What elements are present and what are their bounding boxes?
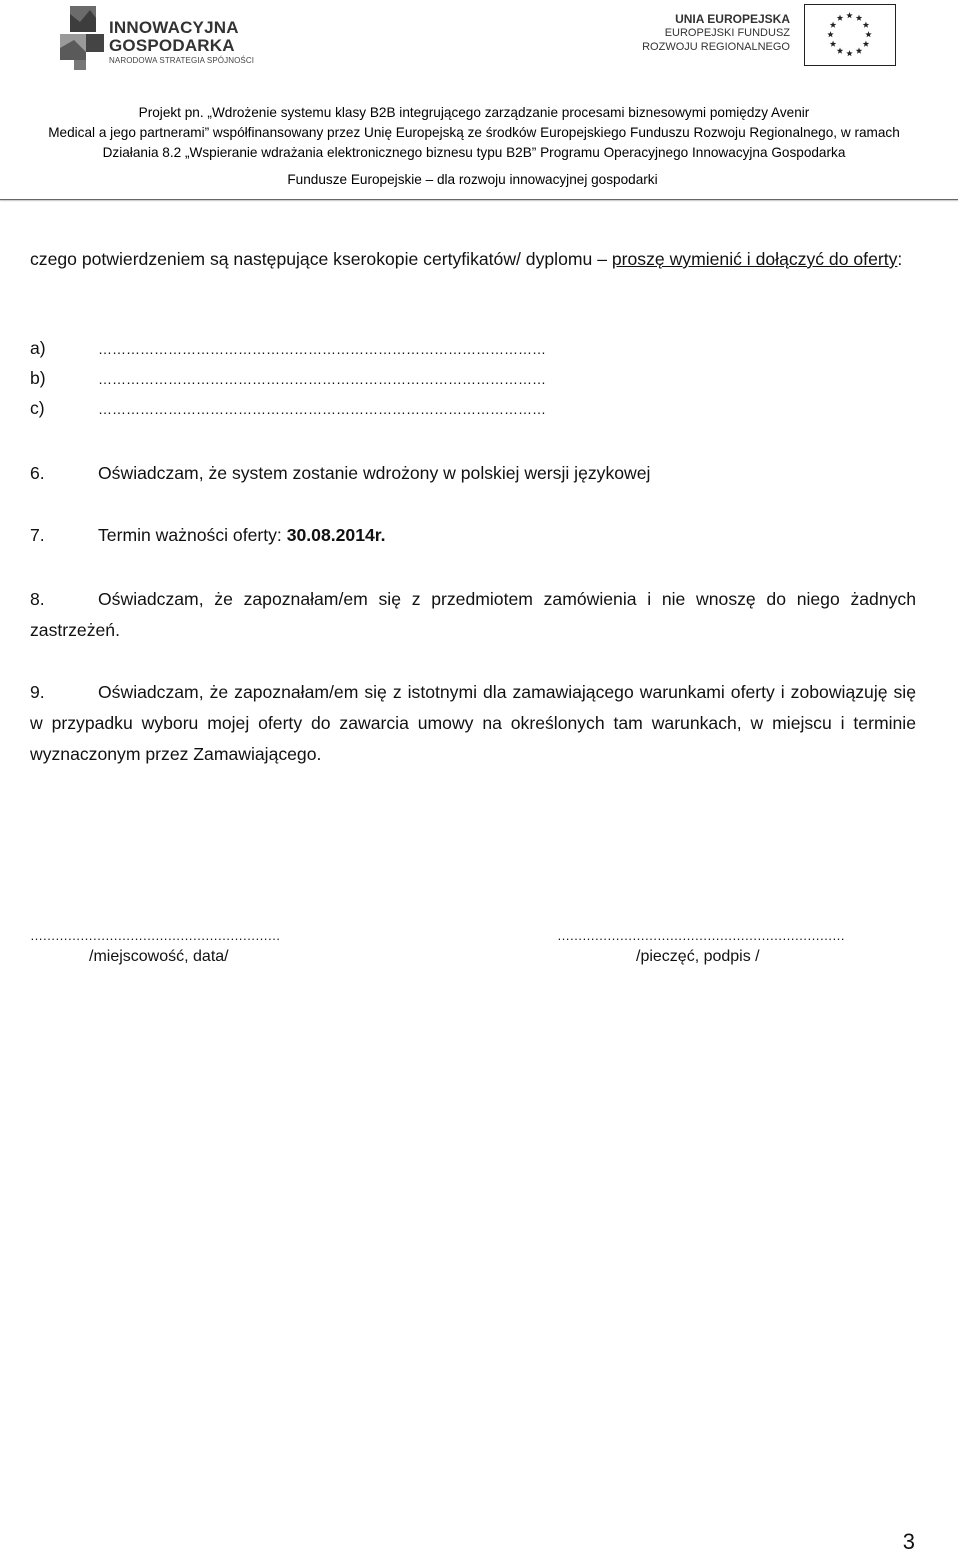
list-item bbox=[30, 368, 546, 389]
statement-9-number: 9. bbox=[30, 682, 45, 702]
place-date-label: /miejscowość, data/ bbox=[89, 948, 229, 965]
certificates-colon: : bbox=[897, 249, 903, 269]
eu-star-icon bbox=[830, 41, 836, 47]
innowacyjna-gospodarka-logo bbox=[56, 4, 266, 70]
statement-8-text: Oświadczam, że zapoznałam/em się z przedmiotem zamówienia i nie wnoszę do niego żadnych zastrzeżeń. bbox=[30, 589, 916, 640]
logo-line-unia-europejska: UNIA EUROPEJSKA bbox=[675, 12, 790, 26]
eu-star-icon bbox=[837, 48, 843, 54]
stamp-signature-label: /pieczęć, podpis / bbox=[636, 948, 760, 965]
stamp-signature-line: …………………………………………………………… bbox=[557, 928, 845, 943]
list-marker-b: b) bbox=[30, 368, 46, 388]
statement-9-text: Oświadczam, że zapoznałam/em się z istotnymi dla zamawiającego warunkami oferty i zobowiązuję się w przypadku wyboru mojej oferty do zawarcia umowy na określonych tam warunkach, w miejscu i terminie wyznaczonym przez Zamawiającego. bbox=[30, 682, 916, 764]
eu-star-icon bbox=[856, 48, 862, 54]
eu-star-icon bbox=[865, 31, 871, 37]
eu-flag-icon bbox=[804, 4, 896, 66]
eu-star-icon bbox=[827, 31, 833, 37]
statement-6 bbox=[30, 463, 650, 484]
eu-star-icon bbox=[846, 12, 852, 18]
project-line-1: Projekt pn. „Wdrożenie systemu klasy B2B integrującego zarządzanie procesami biznesowymi pomiędzy Avenir bbox=[138, 105, 810, 120]
logo-line-innowacyjna: INNOWACYJNA bbox=[109, 18, 239, 37]
list-fill-line-c: …………………………………………………………………………………… bbox=[98, 401, 546, 417]
statement-8-number: 8. bbox=[30, 589, 45, 609]
eu-star-icon bbox=[863, 22, 869, 28]
place-date-line: …………………………………………………… bbox=[30, 928, 280, 943]
project-line-2: Medical a jego partnerami” współfinansowany przez Unię Europejską ze środków Europejskiego Funduszu Rozwoju Regionalnego, w ramach bbox=[48, 125, 900, 140]
list-marker-a: a) bbox=[30, 338, 46, 358]
list-item bbox=[30, 338, 546, 359]
project-line-3: Działania 8.2 „Wspieranie wdrażania elektronicznego biznesu typu B2B” Programu Operacyjnego Innowacyjna Gospodarka bbox=[102, 145, 846, 160]
certificates-paragraph bbox=[30, 244, 916, 275]
statement-6-text: Oświadczam, że system zostanie wdrożony w polskiej wersji językowej bbox=[98, 463, 651, 483]
statement-9 bbox=[30, 677, 916, 770]
list-fill-line-a: …………………………………………………………………………………… bbox=[98, 341, 546, 357]
page-number: 3 bbox=[902, 1529, 915, 1554]
innowacyjna-gospodarka-emblem-icon bbox=[56, 4, 108, 70]
statement-7-text: Termin ważności oferty: bbox=[98, 525, 287, 545]
offer-validity-date: 30.08.2014r. bbox=[286, 525, 386, 545]
eu-star-icon bbox=[856, 15, 862, 21]
eu-stars-icon bbox=[805, 5, 894, 64]
logo-line-europejski-fundusz: EUROPEJSKI FUNDUSZ bbox=[664, 27, 790, 39]
eu-star-icon bbox=[830, 22, 836, 28]
logo-line-rozwoju-regionalnego: ROZWOJU REGIONALNEGO bbox=[642, 41, 790, 53]
certificates-intro: czego potwierdzeniem są następujące kserokopie certyfikatów/ dyplomu – bbox=[30, 249, 612, 269]
unia-europejska-logo bbox=[640, 4, 896, 66]
logo-line-gospodarka: GOSPODARKA bbox=[109, 36, 235, 55]
eu-star-icon bbox=[863, 41, 869, 47]
statement-7-number: 7. bbox=[30, 525, 45, 545]
statement-6-number: 6. bbox=[30, 463, 45, 483]
eu-star-icon bbox=[837, 15, 843, 21]
logo-line-strategia: NARODOWA STRATEGIA SPÓJNOŚCI bbox=[109, 56, 255, 65]
list-item bbox=[30, 398, 546, 419]
eu-star-icon bbox=[846, 50, 852, 56]
statement-8 bbox=[30, 584, 916, 646]
fundusze-tagline: Fundusze Europejskie – dla rozwoju innowacyjnej gospodarki bbox=[287, 172, 658, 187]
project-description bbox=[0, 103, 948, 163]
statement-7 bbox=[30, 525, 386, 546]
list-marker-c: c) bbox=[30, 398, 45, 418]
header-divider bbox=[0, 199, 958, 200]
certificates-instruction: proszę wymienić i dołączyć do oferty bbox=[611, 249, 898, 269]
list-fill-line-b: …………………………………………………………………………………… bbox=[98, 371, 546, 387]
